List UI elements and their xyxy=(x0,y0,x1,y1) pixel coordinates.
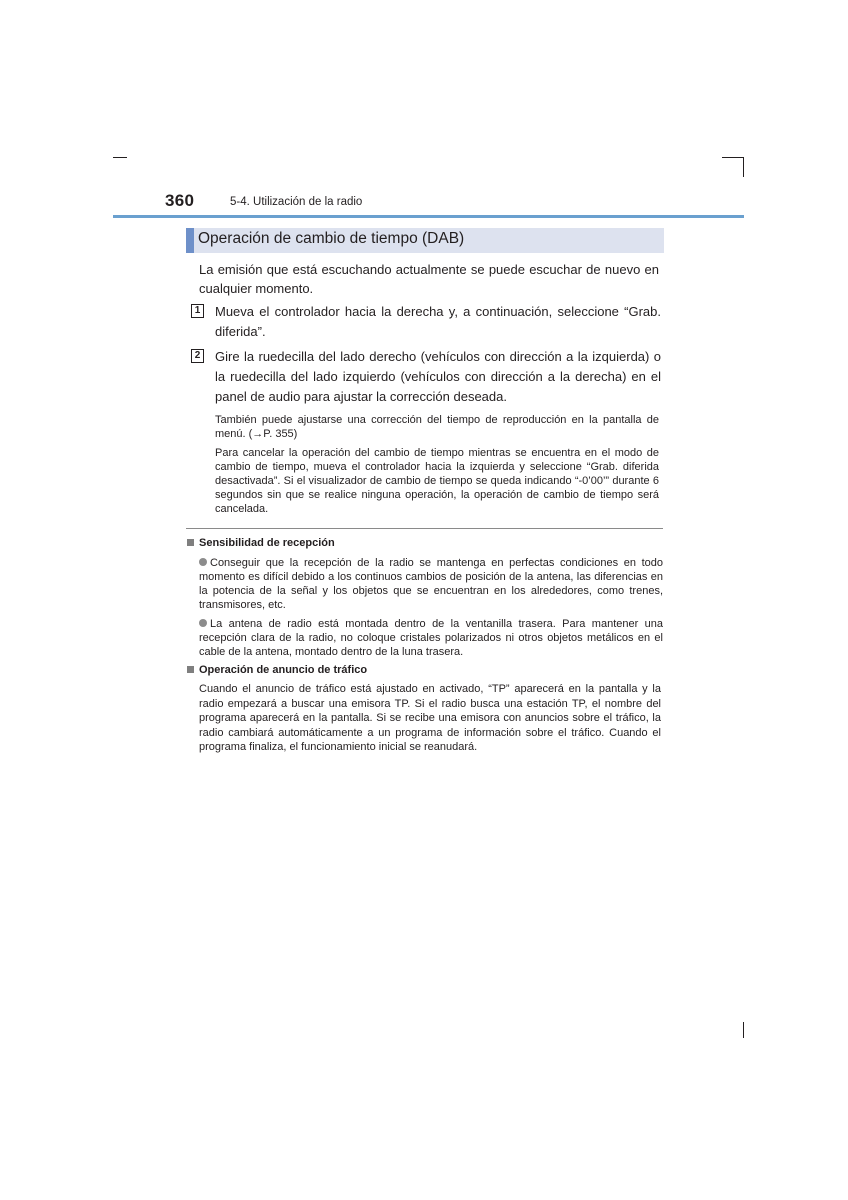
section-title xyxy=(186,228,664,253)
circle-bullet-icon xyxy=(199,558,207,566)
traffic-paragraph: Cuando el anuncio de tráfico está ajustado en activado, “TP” aparecerá en la pantalla y la radio empezará a buscar una emisora TP. Si el radio busca una estación TP, el nombre del programa aparecerá en la pantalla. Si se recibe una emisora con anuncios sobre el tráfico, la radio cambiará automáticamente a un programa de información sobre el tráfico. Cuando el programa finaliza, el funcionamiento inicial se reanudará. xyxy=(199,683,661,753)
step-text: Mueva el controlador hacia la derecha y, a continuación, seleccione “Grab. diferida”. xyxy=(215,304,661,339)
crop-mark-top-right-h xyxy=(722,157,744,158)
step-2 xyxy=(191,347,661,407)
section-intro: La emisión que está escuchando actualmente se puede escuchar de nuevo en cualquier momento. xyxy=(199,262,659,296)
reception-heading-text: Sensibilidad de recepción xyxy=(199,537,335,549)
square-bullet-icon xyxy=(187,666,194,673)
note-menu-correction: También puede ajustarse una corrección del tiempo de reproducción en la pantalla de menú. (→P. 355) xyxy=(215,414,659,440)
circle-bullet-icon xyxy=(199,619,207,627)
reception-heading xyxy=(187,537,335,549)
reception-bullet-1 xyxy=(199,556,663,612)
reception-bullet-2 xyxy=(199,617,663,659)
step-number-badge: 1 xyxy=(191,304,204,318)
note-cancel-time-shift: Para cancelar la operación del cambio de tiempo mientras se encuentra en el modo de cambio de tiempo, mueva el controlador hacia la izquierda y seleccione “Grab. diferida desactivada”. Si el visualizador de cambio de tiempo se queda indicando “-0’00’” durante 6 segundos sin que se realice ninguna operación, la operación de cambio de tiempo será cancelada. xyxy=(215,447,659,515)
header-rule xyxy=(113,215,744,218)
crop-mark-top-right-v xyxy=(743,157,744,177)
bullet-text: Conseguir que la recepción de la radio se mantenga en perfectas condiciones en todo momento es difícil debido a los continuos cambios de posición de la antena, las diferencias en la potencia de la señal y los objetos que se encuentran en los alrededores, como trenes, transmisores, etc. xyxy=(199,557,663,611)
traffic-heading xyxy=(187,664,367,676)
crop-mark-top-left xyxy=(113,157,127,158)
page-number: 360 xyxy=(165,191,195,210)
step-1 xyxy=(191,302,661,342)
step-text: Gire la ruedecilla del lado derecho (vehículos con dirección a la izquierda) o la ruedecilla del lado izquierdo (vehículos con dirección a la derecha) en el panel de audio para ajustar la corrección deseada. xyxy=(215,349,661,404)
section-title-text: Operación de cambio de tiempo (DAB) xyxy=(198,230,465,247)
section-divider xyxy=(186,528,663,529)
bullet-text: La antena de radio está montada dentro de la ventanilla trasera. Para mantener una recepción clara de la radio, no coloque cristales polarizados ni otros objetos metálicos en el cable de la antena, montado dentro de la luna trasera. xyxy=(199,618,663,658)
chapter-heading: 5-4. Utilización de la radio xyxy=(230,196,363,208)
step-number-badge: 2 xyxy=(191,349,204,363)
square-bullet-icon xyxy=(187,539,194,546)
crop-mark-bottom-right xyxy=(743,1022,744,1038)
traffic-heading-text: Operación de anuncio de tráfico xyxy=(199,664,368,676)
